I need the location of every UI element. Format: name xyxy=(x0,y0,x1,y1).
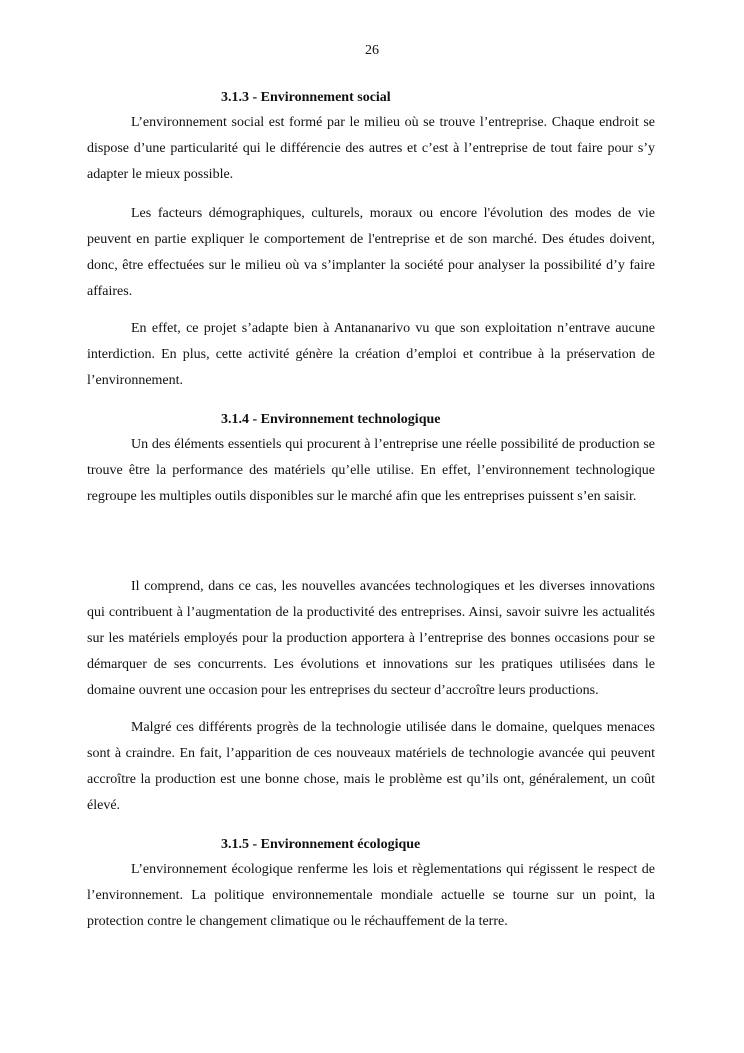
paragraph-techno-1: Un des éléments essentiels qui procurent à l’entreprise une réelle possibilité de production se trouve être la performance des matériels qu’elle utilise. En effet, l’environnement technologique regroupe les multiples outils disponibles sur le marché afin que les entreprises puissent s’en saisir. xyxy=(87,437,655,504)
paragraph-techno-2: Il comprend, dans ce cas, les nouvelles avancées technologiques et les diverses innovations qui contribuent à l’augmentation de la productivité des entreprises. Ainsi, savoir suivre les actualités sur les matériels employés pour la production apportera à l’entreprise des bonnes occasions pour se démarquer de ses concurrents. Les évolutions et innovations sur les pratiques utilisées dans le domaine ouvrent une occasion pour les entreprises du secteur d’accroître leurs productions. xyxy=(87,579,655,698)
section-heading-technologique: 3.1.4 - Environnement technologique xyxy=(221,412,441,427)
section-heading-social: 3.1.3 - Environnement social xyxy=(221,90,391,105)
paragraph-social-3: En effet, ce projet s’adapte bien à Antananarivo vu que son exploitation n’entrave aucune interdiction. En plus, cette activité génère la création d’emploi et contribue à la préservation de l’environnement. xyxy=(87,321,655,388)
section-heading-ecologique: 3.1.5 - Environnement écologique xyxy=(221,837,421,852)
paragraph-techno-3: Malgré ces différents progrès de la technologie utilisée dans le domaine, quelques menaces sont à craindre. En fait, l’apparition de ces nouveaux matériels de technologie avancée qui peuvent accroître la production est une bonne chose, mais le problème est qu’ils ont, généralement, un coût élevé. xyxy=(87,720,655,813)
paragraph-eco-1: L’environnement écologique renferme les lois et règlementations qui régissent le respect de l’environnement. La politique environnementale mondiale actuelle se tourne sur un point, la protection contre le changement climatique ou le réchauffement de la terre. xyxy=(87,862,655,929)
paragraph-social-1: L’environnement social est formé par le milieu où se trouve l’entreprise. Chaque endroit se dispose d’une particularité qui le différencie des autres et c’est à l’entreprise de tout faire pour s’y adapter le mieux possible. xyxy=(87,115,655,182)
page-number: 26 xyxy=(365,43,379,58)
paragraph-social-2: Les facteurs démographiques, culturels, moraux ou encore l'évolution des modes de vie peuvent en partie expliquer le comportement de l'entreprise et de son marché. Des études doivent, donc, être effectuées sur le milieu où va s’implanter la société pour analyser la possibilité d’y faire affaires. xyxy=(87,206,655,299)
